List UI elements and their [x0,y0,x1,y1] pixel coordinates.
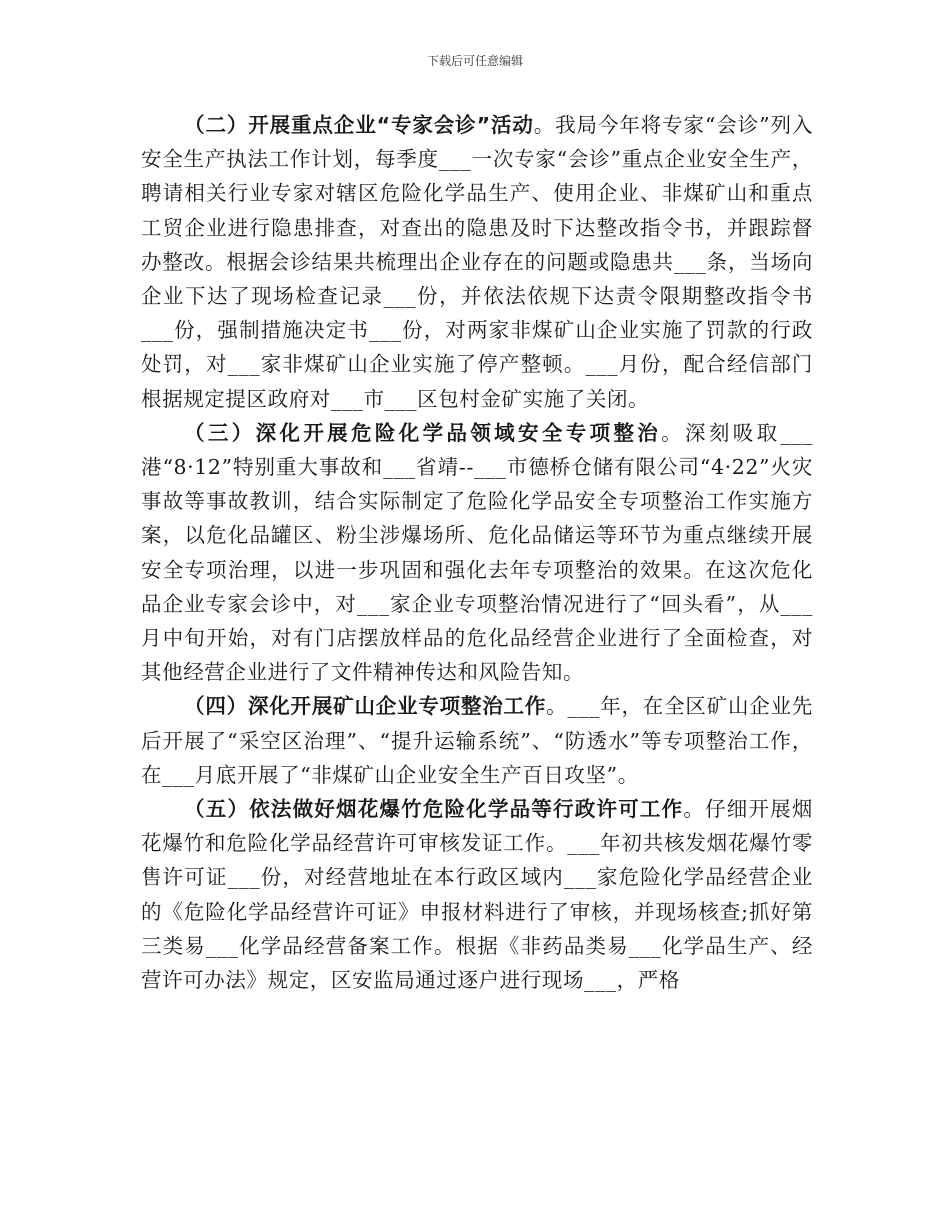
paragraph-text: 。我局今年将专家“会诊”列入安全生产执法工作计划，每季度___一次专家“会诊”重点企业安全生产，聘请相关行业专家对辖区危险化学品生产、使用企业、非煤矿山和重点工贸企业进行隐患排查，对查出的隐患及时下达整改指令书，并跟踪督办整改。根据会诊结果共梳理出企业存在的问题或隐患共___条，当场向企业下达了现场检查记录___份，并依法依规下达责令限期整改指令书___份，强制措施决定书___份，对两家非煤矿山企业实施了罚款的行政处罚，对___家非煤矿山企业实施了停产整顿。___月份，配合经信部门根据规定提区政府对___市___区包村金矿实施了关闭。 [141,113,813,411]
section-heading: （三）深化开展危险化学品领域安全专项整治 [184,420,662,445]
paragraph-text: 。___年，在全区矿山企业先后开展了“采空区治理”、“提升运输系统”、“防透水”等专项整治工作，在___月底开展了“非煤矿山企业安全生产百日攻坚”。 [141,694,814,787]
paragraph-4 [141,689,813,792]
paragraph-2 [141,108,813,416]
paragraph-5 [141,792,813,997]
section-heading: （二）开展重点企业“专家会诊”活动 [184,113,534,137]
paragraph-text: 。仔细开展烟花爆竹和危险化学品经营许可审核发证工作。___年初共核发烟花爆竹零售许可证___份，对经营地址在本行政区域内___家危险化学品经营企业的《危险化学品经营许可证》申报材料进行了审核，并现场核查;抓好第三类易___化学品经营备案工作。根据《非药品类易___化学品生产、经营许可办法》规定，区安监局通过逐户进行现场___，严格 [141,797,813,993]
paragraph-text: 。深刻吸取___港“8·12”特别重大事故和___省靖--___市德桥仓储有限公司“4·22”火灾事故等事故教训，结合实际制定了危险化学品安全专项整治工作实施方案，以危化品罐区、粉尘涉爆场所、危化品储运等环节为重点继续开展安全专项治理，以进一步巩固和强化去年专项整治的效果。在这次危化品企业专家会诊中，对___家企业专项整治情况进行了“回头看”，从___月中旬开始，对有门店摆放样品的危化品经营企业进行了全面检查，对其他经营企业进行了文件精神传达和风险告知。 [141,420,813,685]
page-header: 下载后可任意编辑 [426,54,523,68]
section-heading: （五）依法做好烟花爆竹危险化学品等行政许可工作 [184,797,684,822]
section-heading: （四）深化开展矿山企业专项整治工作 [184,694,547,719]
paragraph-3 [141,416,813,690]
document-body [141,108,813,997]
